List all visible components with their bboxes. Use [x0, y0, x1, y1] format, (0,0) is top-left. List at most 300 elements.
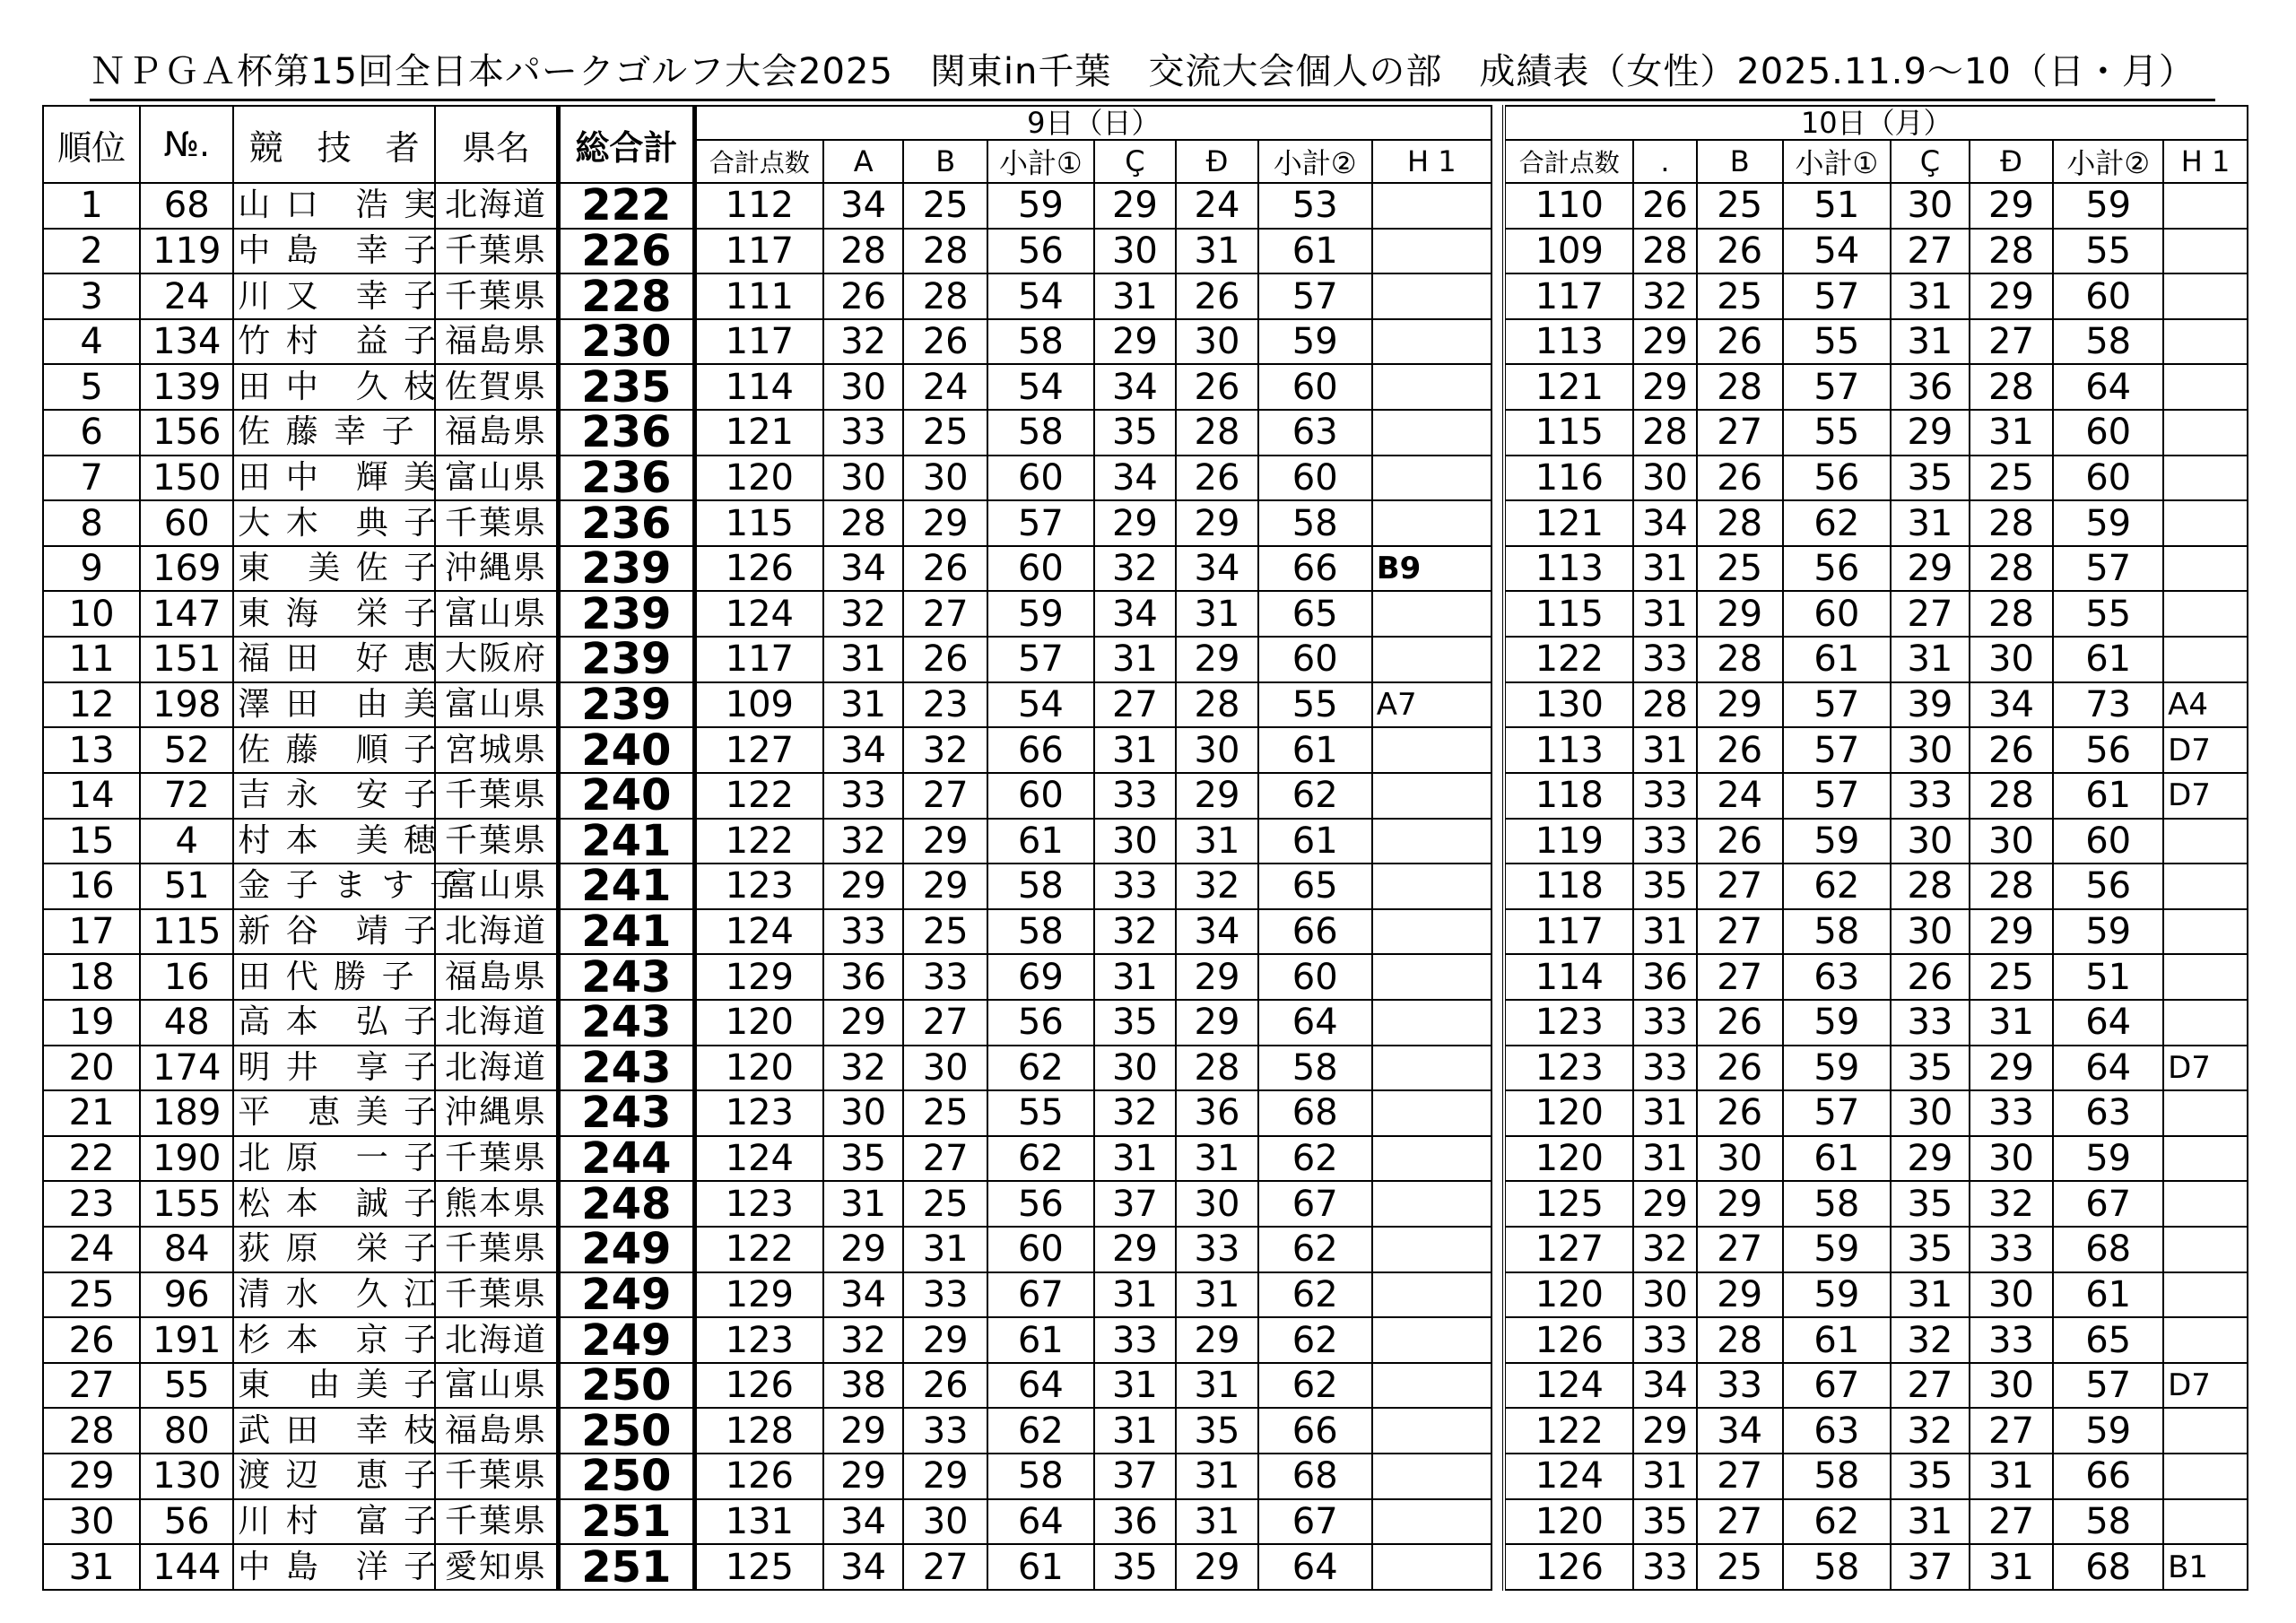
player-number-cell: 134 — [140, 319, 233, 365]
day-gap — [1492, 1090, 1505, 1136]
day-gap — [1492, 1227, 1505, 1272]
rank-cell: 10 — [43, 591, 140, 637]
day1-score-cell: 31 — [823, 637, 903, 682]
day2-score-cell: 57 — [1783, 773, 1892, 819]
day1-score-cell: 126 — [694, 1363, 823, 1409]
day2-score-cell: 28 — [1697, 637, 1783, 682]
day2-score-cell: 33 — [1970, 1317, 2054, 1363]
prefecture-cell: 愛知県 — [435, 1544, 558, 1590]
day1-score-cell: 120 — [694, 1046, 823, 1091]
day2-penalty-cell — [2163, 410, 2248, 456]
day2-score-cell: 30 — [1970, 819, 2054, 864]
player-number-cell: 139 — [140, 364, 233, 410]
day-gap — [1492, 456, 1505, 501]
day1-score-cell: 36 — [1094, 1499, 1177, 1545]
day2-score-cell: 67 — [2053, 1181, 2163, 1227]
day2-score-cell: 118 — [1504, 864, 1633, 909]
day1-score-cell: 25 — [903, 410, 987, 456]
day1-score-cell: 34 — [1094, 364, 1177, 410]
day2-score-cell: 30 — [1970, 1136, 2054, 1182]
day2-score-cell: 39 — [1891, 682, 1969, 728]
day1-score-cell: 59 — [1258, 319, 1372, 365]
player-name-cell: 中 島 洋 子 — [233, 1544, 435, 1590]
day2-score-cell: 113 — [1504, 319, 1633, 365]
grand-total-cell: 236 — [558, 456, 694, 501]
day1-score-cell: 29 — [823, 1227, 903, 1272]
day1-score-cell: 111 — [694, 273, 823, 319]
prefecture-cell: 富山県 — [435, 1363, 558, 1409]
day2-score-cell: 27 — [1697, 954, 1783, 1000]
grand-total-cell: 250 — [558, 1363, 694, 1409]
day2-score-cell: 30 — [1970, 1272, 2054, 1318]
day2-score-cell: 60 — [2053, 273, 2163, 319]
day2-score-cell: 31 — [1633, 546, 1697, 592]
day1-score-cell: 58 — [987, 864, 1094, 909]
day1-score-cell: 27 — [903, 1000, 987, 1046]
day2-score-cell: 31 — [1633, 1454, 1697, 1499]
day1-score-cell: 123 — [694, 1317, 823, 1363]
day1-score-cell: 29 — [903, 1454, 987, 1499]
day1-score-cell: 29 — [823, 1000, 903, 1046]
day1-penalty-cell — [1372, 773, 1492, 819]
day1-score-cell: 30 — [1176, 727, 1258, 773]
player-name-cell: 新 谷 靖 子 — [233, 909, 435, 955]
day2-col-header: . — [1633, 140, 1697, 183]
day1-penalty-cell — [1372, 1227, 1492, 1272]
rank-cell: 15 — [43, 819, 140, 864]
day2-score-cell: 25 — [1697, 273, 1783, 319]
day1-score-cell: 27 — [903, 1544, 987, 1590]
day2-penalty-cell: D7 — [2163, 727, 2248, 773]
col-header-pref: 県名 — [435, 106, 558, 183]
day2-score-cell: 34 — [1633, 500, 1697, 546]
day2-score-cell: 35 — [1891, 1046, 1969, 1091]
day1-score-cell: 59 — [987, 591, 1094, 637]
player-name-cell: 大 木 典 子 — [233, 500, 435, 546]
day1-score-cell: 29 — [1094, 500, 1177, 546]
day2-score-cell: 28 — [1891, 864, 1969, 909]
day2-score-cell: 119 — [1504, 819, 1633, 864]
player-name-cell: 北 原 一 子 — [233, 1136, 435, 1182]
day1-score-cell: 25 — [903, 1181, 987, 1227]
day2-score-cell: 26 — [1697, 1000, 1783, 1046]
day2-score-cell: 29 — [1970, 909, 2054, 955]
day2-score-cell: 27 — [1697, 1454, 1783, 1499]
day2-penalty-cell — [2163, 1272, 2248, 1318]
day-gap — [1492, 1317, 1505, 1363]
day2-score-cell: 27 — [1697, 1227, 1783, 1272]
player-name-cell: 清 水 久 江 — [233, 1272, 435, 1318]
day2-score-cell: 29 — [1697, 1272, 1783, 1318]
day-gap — [1492, 909, 1505, 955]
day1-score-cell: 26 — [903, 637, 987, 682]
day2-score-cell: 124 — [1504, 1454, 1633, 1499]
day2-score-cell: 30 — [1970, 637, 2054, 682]
prefecture-cell: 富山県 — [435, 591, 558, 637]
day2-score-cell: 61 — [1783, 1136, 1892, 1182]
day1-penalty-cell — [1372, 319, 1492, 365]
day-gap — [1492, 1181, 1505, 1227]
prefecture-cell: 千葉県 — [435, 500, 558, 546]
day1-col-header: A — [823, 140, 903, 183]
day1-score-cell: 30 — [903, 1499, 987, 1545]
day2-penalty-cell — [2163, 1136, 2248, 1182]
grand-total-cell: 251 — [558, 1544, 694, 1590]
player-name-cell: 渡 辺 恵 子 — [233, 1454, 435, 1499]
day1-score-cell: 32 — [1094, 909, 1177, 955]
day1-score-cell: 31 — [1176, 229, 1258, 274]
day1-score-cell: 31 — [1094, 954, 1177, 1000]
day2-score-cell: 31 — [1891, 1272, 1969, 1318]
day1-score-cell: 125 — [694, 1544, 823, 1590]
day1-score-cell: 64 — [1258, 1000, 1372, 1046]
day1-score-cell: 26 — [903, 319, 987, 365]
grand-total-cell: 239 — [558, 682, 694, 728]
day1-score-cell: 23 — [903, 682, 987, 728]
day1-score-cell: 127 — [694, 727, 823, 773]
day1-score-cell: 31 — [823, 682, 903, 728]
player-name-cell: 杉 本 京 子 — [233, 1317, 435, 1363]
prefecture-cell: 宮城県 — [435, 727, 558, 773]
player-name-cell: 澤 田 由 美 — [233, 682, 435, 728]
day1-score-cell: 33 — [1094, 773, 1177, 819]
player-name-cell: 荻 原 栄 子 — [233, 1227, 435, 1272]
grand-total-cell: 240 — [558, 727, 694, 773]
day2-score-cell: 60 — [1783, 591, 1892, 637]
day1-score-cell: 25 — [903, 909, 987, 955]
prefecture-cell: 富山県 — [435, 456, 558, 501]
day2-score-cell: 64 — [2053, 1000, 2163, 1046]
day1-score-cell: 27 — [1094, 682, 1177, 728]
table-row — [43, 954, 2248, 1000]
day2-penalty-cell — [2163, 1454, 2248, 1499]
player-number-cell: 150 — [140, 456, 233, 501]
day2-score-cell: 120 — [1504, 1090, 1633, 1136]
day2-score-cell: 26 — [1697, 229, 1783, 274]
table-row — [43, 1317, 2248, 1363]
day2-score-cell: 33 — [1633, 1000, 1697, 1046]
day1-score-cell: 34 — [823, 1544, 903, 1590]
day2-score-cell: 32 — [1633, 1227, 1697, 1272]
player-number-cell: 24 — [140, 273, 233, 319]
day1-penalty-cell — [1372, 229, 1492, 274]
day2-penalty-cell — [2163, 864, 2248, 909]
player-number-cell: 169 — [140, 546, 233, 592]
day2-score-cell: 27 — [1697, 1499, 1783, 1545]
day2-score-cell: 29 — [1891, 410, 1969, 456]
day1-score-cell: 122 — [694, 773, 823, 819]
day1-score-cell: 54 — [987, 364, 1094, 410]
grand-total-cell: 249 — [558, 1317, 694, 1363]
day1-penalty-cell — [1372, 1181, 1492, 1227]
day2-score-cell: 109 — [1504, 229, 1633, 274]
day2-penalty-cell — [2163, 364, 2248, 410]
player-name-cell: 東 海 栄 子 — [233, 591, 435, 637]
day2-score-cell: 31 — [1970, 1454, 2054, 1499]
day2-score-cell: 31 — [1891, 500, 1969, 546]
day1-score-cell: 33 — [1176, 1227, 1258, 1272]
day2-penalty-cell — [2163, 319, 2248, 365]
day2-penalty-cell — [2163, 909, 2248, 955]
day1-score-cell: 37 — [1094, 1181, 1177, 1227]
day2-score-cell: 31 — [1970, 1000, 2054, 1046]
player-number-cell: 52 — [140, 727, 233, 773]
day2-score-cell: 30 — [1891, 727, 1969, 773]
day-gap — [1492, 546, 1505, 592]
table-row — [43, 273, 2248, 319]
rank-cell: 11 — [43, 637, 140, 682]
player-number-cell: 68 — [140, 183, 233, 229]
day1-score-cell: 56 — [987, 1000, 1094, 1046]
grand-total-cell: 249 — [558, 1227, 694, 1272]
day2-score-cell: 115 — [1504, 410, 1633, 456]
day1-score-cell: 67 — [1258, 1181, 1372, 1227]
day2-score-cell: 68 — [2053, 1227, 2163, 1272]
day2-score-cell: 28 — [1697, 364, 1783, 410]
grand-total-cell: 222 — [558, 183, 694, 229]
day1-score-cell: 62 — [987, 1408, 1094, 1454]
day1-score-cell: 31 — [1094, 637, 1177, 682]
day1-score-cell: 66 — [1258, 546, 1372, 592]
day2-score-cell: 115 — [1504, 591, 1633, 637]
day1-score-cell: 55 — [1258, 682, 1372, 728]
day2-score-cell: 61 — [2053, 1272, 2163, 1318]
day1-score-cell: 61 — [987, 819, 1094, 864]
day1-score-cell: 124 — [694, 909, 823, 955]
day2-score-cell: 29 — [1697, 591, 1783, 637]
player-number-cell: 115 — [140, 909, 233, 955]
day1-score-cell: 34 — [823, 1272, 903, 1318]
day2-score-cell: 30 — [1633, 456, 1697, 501]
day1-score-cell: 27 — [903, 1136, 987, 1182]
day1-score-cell: 32 — [1176, 864, 1258, 909]
player-number-cell: 130 — [140, 1454, 233, 1499]
day2-score-cell: 25 — [1697, 1544, 1783, 1590]
day1-score-cell: 131 — [694, 1499, 823, 1545]
day2-score-cell: 56 — [2053, 727, 2163, 773]
day2-score-cell: 35 — [1891, 456, 1969, 501]
day1-score-cell: 28 — [1176, 682, 1258, 728]
day-gap — [1492, 273, 1505, 319]
day1-penalty-cell — [1372, 364, 1492, 410]
player-name-cell: 東 由 美 子 — [233, 1363, 435, 1409]
rank-cell: 9 — [43, 546, 140, 592]
player-name-cell: 佐 藤 順 子 — [233, 727, 435, 773]
day2-score-cell: 33 — [1697, 1363, 1783, 1409]
player-name-cell: 平 恵 美 子 — [233, 1090, 435, 1136]
day2-score-cell: 31 — [1891, 1499, 1969, 1545]
day2-score-cell: 29 — [1633, 1408, 1697, 1454]
day2-score-cell: 55 — [2053, 229, 2163, 274]
day1-score-cell: 60 — [987, 456, 1094, 501]
player-name-cell: 田 中 輝 美 — [233, 456, 435, 501]
grand-total-cell: 243 — [558, 1090, 694, 1136]
day2-score-cell: 120 — [1504, 1499, 1633, 1545]
day1-score-cell: 24 — [903, 364, 987, 410]
table-row — [43, 229, 2248, 274]
day2-score-cell: 26 — [1697, 319, 1783, 365]
day1-penalty-cell — [1372, 456, 1492, 501]
day1-score-cell: 29 — [903, 1317, 987, 1363]
rank-cell: 30 — [43, 1499, 140, 1545]
table-row — [43, 1090, 2248, 1136]
col-header-rank: 順位 — [43, 106, 140, 183]
day2-score-cell: 56 — [1783, 456, 1892, 501]
day2-score-cell: 24 — [1697, 773, 1783, 819]
day1-penalty-cell — [1372, 909, 1492, 955]
day1-score-cell: 117 — [694, 229, 823, 274]
day2-score-cell: 26 — [1697, 1090, 1783, 1136]
day-gap — [1492, 727, 1505, 773]
day2-score-cell: 30 — [1970, 1363, 2054, 1409]
day2-penalty-cell — [2163, 954, 2248, 1000]
table-body — [43, 180, 2248, 1593]
day2-score-cell: 110 — [1504, 183, 1633, 229]
day2-penalty-cell — [2163, 1181, 2248, 1227]
day1-score-cell: 62 — [1258, 1363, 1372, 1409]
day2-score-cell: 29 — [1970, 1046, 2054, 1091]
col-header-name: 競 技 者 — [233, 106, 435, 183]
day2-score-cell: 37 — [1891, 1544, 1969, 1590]
day1-score-cell: 29 — [1176, 1000, 1258, 1046]
grand-total-cell: 249 — [558, 1272, 694, 1318]
day2-score-cell: 33 — [1633, 773, 1697, 819]
player-name-cell: 高 本 弘 子 — [233, 1000, 435, 1046]
day2-score-cell: 57 — [1783, 727, 1892, 773]
day2-score-cell: 67 — [1783, 1363, 1892, 1409]
day2-score-cell: 56 — [1783, 546, 1892, 592]
day2-score-cell: 63 — [1783, 1408, 1892, 1454]
day1-penalty-cell — [1372, 1090, 1492, 1136]
day2-penalty-cell: B1 — [2163, 1544, 2248, 1590]
rank-cell: 16 — [43, 864, 140, 909]
day1-score-cell: 67 — [1258, 1499, 1372, 1545]
day2-score-cell: 58 — [1783, 909, 1892, 955]
day1-score-cell: 32 — [1094, 1090, 1177, 1136]
player-number-cell: 156 — [140, 410, 233, 456]
day2-score-cell: 59 — [2053, 500, 2163, 546]
day2-score-cell: 27 — [1697, 909, 1783, 955]
day2-score-cell: 59 — [1783, 819, 1892, 864]
day2-score-cell: 31 — [1633, 1136, 1697, 1182]
day2-score-cell: 123 — [1504, 1000, 1633, 1046]
day1-penalty-cell — [1372, 410, 1492, 456]
day1-score-cell: 38 — [823, 1363, 903, 1409]
day2-score-cell: 51 — [2053, 954, 2163, 1000]
table-row — [43, 773, 2248, 819]
player-number-cell: 72 — [140, 773, 233, 819]
player-name-cell: 川 又 幸 子 — [233, 273, 435, 319]
day2-score-cell: 36 — [1891, 364, 1969, 410]
prefecture-cell: 北海道 — [435, 1317, 558, 1363]
table-row — [43, 1136, 2248, 1182]
day-gap — [1492, 591, 1505, 637]
player-number-cell: 84 — [140, 1227, 233, 1272]
grand-total-cell: 239 — [558, 546, 694, 592]
prefecture-cell: 千葉県 — [435, 229, 558, 274]
table-row — [43, 1454, 2248, 1499]
day1-score-cell: 26 — [1176, 273, 1258, 319]
day1-score-cell: 58 — [1258, 1046, 1372, 1091]
rank-cell: 1 — [43, 183, 140, 229]
day2-score-cell: 30 — [1891, 819, 1969, 864]
day2-score-cell: 58 — [1783, 1544, 1892, 1590]
prefecture-cell: 北海道 — [435, 183, 558, 229]
player-number-cell: 56 — [140, 1499, 233, 1545]
day2-score-cell: 34 — [1633, 1363, 1697, 1409]
day2-penalty-cell — [2163, 1227, 2248, 1272]
day1-score-cell: 33 — [1094, 864, 1177, 909]
day1-col-header: Đ — [1176, 140, 1258, 183]
day1-score-cell: 31 — [1176, 591, 1258, 637]
day2-score-cell: 127 — [1504, 1227, 1633, 1272]
day2-score-cell: 34 — [1970, 682, 2054, 728]
day-gap — [1492, 1408, 1505, 1454]
day1-score-cell: 62 — [1258, 1272, 1372, 1318]
prefecture-cell: 福島県 — [435, 1408, 558, 1454]
grand-total-cell: 241 — [558, 864, 694, 909]
day2-score-cell: 117 — [1504, 909, 1633, 955]
day2-score-cell: 29 — [1970, 273, 2054, 319]
day2-score-cell: 31 — [1891, 319, 1969, 365]
day2-score-cell: 36 — [1633, 954, 1697, 1000]
player-number-cell: 48 — [140, 1000, 233, 1046]
day2-score-cell: 58 — [2053, 1499, 2163, 1545]
player-name-cell: 東 美 佐 子 — [233, 546, 435, 592]
day2-score-cell: 28 — [1970, 591, 2054, 637]
day1-score-cell: 33 — [823, 773, 903, 819]
day1-score-cell: 32 — [823, 1317, 903, 1363]
day1-score-cell: 33 — [903, 1408, 987, 1454]
day1-score-cell: 62 — [1258, 1136, 1372, 1182]
day1-score-cell: 54 — [987, 682, 1094, 728]
day1-score-cell: 67 — [987, 1272, 1094, 1318]
day1-score-cell: 35 — [1094, 1544, 1177, 1590]
table-row — [43, 909, 2248, 955]
day1-penalty-cell: B9 — [1372, 546, 1492, 592]
day1-score-cell: 31 — [1176, 1272, 1258, 1318]
grand-total-cell: 239 — [558, 637, 694, 682]
day1-score-cell: 62 — [987, 1046, 1094, 1091]
day2-score-cell: 126 — [1504, 1544, 1633, 1590]
day2-score-cell: 29 — [1970, 183, 2054, 229]
day1-score-cell: 58 — [987, 410, 1094, 456]
day1-score-cell: 29 — [1094, 319, 1177, 365]
day1-score-cell: 66 — [987, 727, 1094, 773]
day2-penalty-cell — [2163, 819, 2248, 864]
day2-score-cell: 31 — [1891, 637, 1969, 682]
day1-score-cell: 37 — [1094, 1454, 1177, 1499]
day1-score-cell: 32 — [823, 591, 903, 637]
player-name-cell: 田 代 勝 子 — [233, 954, 435, 1000]
day2-score-cell: 28 — [1697, 1317, 1783, 1363]
table-row — [43, 727, 2248, 773]
day1-score-cell: 29 — [1176, 1544, 1258, 1590]
table-row — [43, 319, 2248, 365]
table-row — [43, 1000, 2248, 1046]
rank-cell: 18 — [43, 954, 140, 1000]
day2-score-cell: 27 — [1970, 319, 2054, 365]
day1-penalty-cell — [1372, 954, 1492, 1000]
day1-penalty-cell — [1372, 1136, 1492, 1182]
day2-header: 10日（月） — [1504, 106, 2248, 140]
day2-score-cell: 30 — [1891, 183, 1969, 229]
day1-score-cell: 26 — [903, 546, 987, 592]
day2-score-cell: 63 — [2053, 1090, 2163, 1136]
day1-score-cell: 62 — [1258, 1227, 1372, 1272]
rank-cell: 22 — [43, 1136, 140, 1182]
grand-total-cell: 243 — [558, 1046, 694, 1091]
